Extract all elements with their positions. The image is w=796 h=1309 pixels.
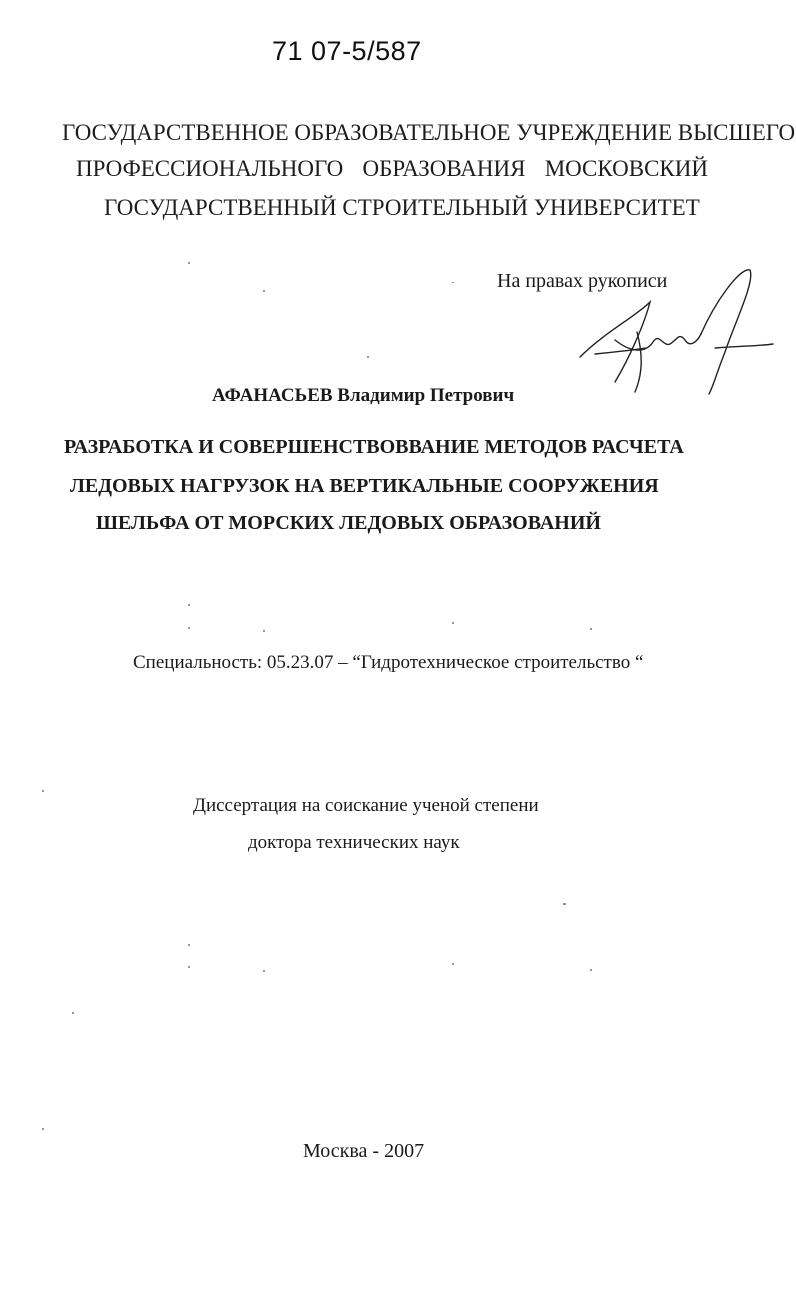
title-line-3: ШЕЛЬФА ОТ МОРСКИХ ЛЕДОВЫХ ОБРАЗОВАНИЙ [96, 512, 601, 534]
institution-line-1: ГОСУДАРСТВЕННОЕ ОБРАЗОВАТЕЛЬНОЕ УЧРЕЖДЕНИЕ ВЫСШЕГО [62, 120, 796, 145]
institution-word-2: ОБРАЗОВАНИЯ [362, 156, 526, 181]
degree-line-2: доктора технических наук [248, 832, 460, 853]
city-year: Москва - 2007 [303, 1140, 425, 1162]
title-line-2: ЛЕДОВЫХ НАГРУЗОК НА ВЕРТИКАЛЬНЫЕ СООРУЖЕНИЯ [70, 475, 659, 497]
degree-line-1: Диссертация на соискание ученой степени [193, 795, 539, 816]
institution-line-2 [76, 156, 708, 182]
institution-line-3: ГОСУДАРСТВЕННЫЙ СТРОИТЕЛЬНЫЙ УНИВЕРСИТЕТ [104, 195, 700, 220]
title-line-1: РАЗРАБОТКА И СОВЕРШЕНСТВОВВАНИЕ МЕТОДОВ РАСЧЕТА [64, 436, 684, 458]
institution-word-1: ПРОФЕССИОНАЛЬНОГО [76, 156, 344, 181]
author-name: АФАНАСЬЕВ Владимир Петрович [212, 385, 515, 406]
institution-word-3: МОСКОВСКИЙ [544, 156, 708, 181]
handwritten-signature [575, 262, 775, 402]
rights-note: На правах рукописи [497, 270, 668, 292]
catalog-number: 71 07-5/587 [272, 36, 422, 66]
specialty-line: Специальность: 05.23.07 – “Гидротехническое строительство “ [133, 652, 644, 673]
